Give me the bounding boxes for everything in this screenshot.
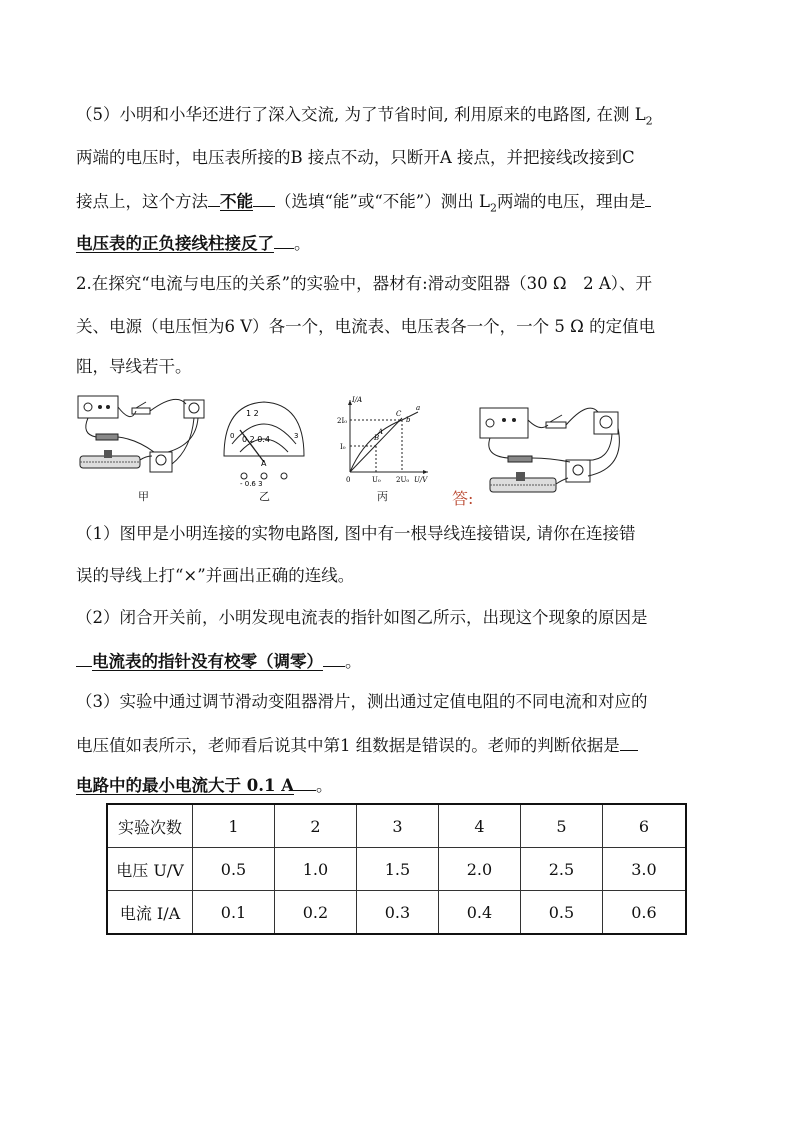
table-cell: 1 bbox=[193, 804, 275, 848]
table-cell: 0.5 bbox=[193, 848, 275, 891]
blank-trail bbox=[253, 188, 275, 207]
table-header-cell: 电流 I/A bbox=[107, 891, 193, 935]
table-cell: 3 bbox=[356, 804, 438, 848]
q2-intro-1: 2.在探究“电流与电压的关系”的实验中，器材有:滑动变阻器（30 Ω 2 A）、开 bbox=[76, 274, 653, 293]
table-cell: 1.5 bbox=[356, 848, 438, 891]
svg-text:A: A bbox=[378, 428, 384, 436]
q2-answer-3: 电路中的最小电流大于 0.1 A bbox=[76, 776, 294, 795]
svg-text:B: B bbox=[374, 434, 380, 442]
circuit-diagram-jia bbox=[76, 394, 211, 494]
fig-caption-yi: 乙 bbox=[259, 490, 270, 503]
q2-p3-line-1: （3）实验中通过调节滑动变阻器滑片，测出通过定值电阻的不同电流和对应的 bbox=[76, 692, 648, 711]
q2-p1-line-1: （1）图甲是小明连接的实物电路图, 图中有一根导线连接错误, 请你在连接错 bbox=[76, 524, 636, 543]
blank-lead bbox=[76, 648, 92, 667]
q5-line-2: 两端的电压时，电压表所接的B 接点不动，只断开A 接点，并把接线改接到C bbox=[76, 148, 635, 167]
svg-text:2I₀: 2I₀ bbox=[337, 417, 348, 425]
svg-text:1 2: 1 2 bbox=[246, 409, 259, 418]
table-cell: 3.0 bbox=[602, 848, 686, 891]
q5-text-3a: 接点上，这个方法 bbox=[76, 192, 208, 211]
table-cell: 2.5 bbox=[520, 848, 602, 891]
q5-sub-2: 2 bbox=[489, 201, 497, 215]
table-cell: 6 bbox=[602, 804, 686, 848]
q2-p3-end: 。 bbox=[316, 776, 333, 795]
figures-row bbox=[76, 394, 726, 506]
answer-circuit-diagram bbox=[476, 398, 632, 504]
table-header-cell: 电压 U/V bbox=[107, 848, 193, 891]
fig-caption-jia: 甲 bbox=[138, 490, 149, 503]
answer-label: 答: bbox=[452, 489, 474, 508]
q2-p2-end: 。 bbox=[345, 652, 362, 671]
table-row-current bbox=[107, 891, 686, 935]
q2-p3-text: 电压值如表所示，老师看后说其中第1 组数据是错误的。老师的判断依据是 bbox=[76, 736, 620, 755]
table-cell: 2 bbox=[274, 804, 356, 848]
svg-text:I/A: I/A bbox=[352, 396, 363, 404]
blank-trail bbox=[274, 230, 294, 249]
svg-text:2U₀: 2U₀ bbox=[396, 476, 410, 484]
table-cell: 0.2 bbox=[274, 891, 356, 935]
q5-text-3b: （选填“能”或“不能”）测出 L bbox=[275, 192, 490, 211]
svg-text:0: 0 bbox=[346, 476, 351, 484]
table-cell: 0.5 bbox=[520, 891, 602, 935]
q2-intro-3: 阻，导线若干。 bbox=[76, 357, 192, 376]
q2-p2-line-1: （2）闭合开关前，小明发现电流表的指针如图乙所示，出现这个现象的原因是 bbox=[76, 608, 648, 627]
table-cell: 4 bbox=[438, 804, 520, 848]
q2-answer-2: 电流表的指针没有校零（调零） bbox=[92, 652, 323, 671]
table-cell: 1.0 bbox=[274, 848, 356, 891]
q5-answer-1: 不能 bbox=[220, 192, 253, 211]
q2-p3-line-3 bbox=[76, 772, 726, 798]
table-cell: 0.4 bbox=[438, 891, 520, 935]
q5-line-3 bbox=[76, 188, 726, 220]
iu-graph-bing bbox=[336, 394, 436, 486]
q5-text-3c: 两端的电压，理由是 bbox=[496, 192, 646, 211]
q5-line-4 bbox=[76, 230, 726, 256]
data-table bbox=[106, 803, 687, 935]
table-cell: 0.6 bbox=[602, 891, 686, 935]
svg-text:- 0.6 3: - 0.6 3 bbox=[240, 480, 263, 488]
svg-text:A: A bbox=[261, 459, 267, 468]
blank-trail bbox=[294, 772, 316, 791]
q5-line-1 bbox=[76, 103, 726, 133]
table-row-trials bbox=[107, 804, 686, 848]
svg-text:U/V: U/V bbox=[414, 476, 428, 484]
table-cell: 2.0 bbox=[438, 848, 520, 891]
blank-trail bbox=[323, 648, 345, 667]
q5-answer-2: 电压表的正负接线柱接反了 bbox=[76, 234, 274, 253]
svg-text:0: 0 bbox=[230, 432, 235, 440]
table-cell: 5 bbox=[520, 804, 602, 848]
q5-text-1: （5）小明和小华还进行了深入交流, 为了节省时间, 利用原来的电路图, 在测 L bbox=[76, 105, 646, 124]
q5-end: 。 bbox=[294, 234, 311, 253]
q5-sub-1: 2 bbox=[645, 114, 653, 128]
q2-intro-2: 关、电源（电压恒为6 V）各一个，电流表、电压表各一个，一个 5 Ω 的定值电 bbox=[76, 317, 656, 336]
ammeter-diagram-yi bbox=[214, 396, 314, 488]
blank-lead bbox=[208, 188, 220, 207]
q2-p3-line-2 bbox=[76, 732, 726, 758]
fig-caption-bing: 丙 bbox=[377, 490, 388, 503]
blank-lead bbox=[620, 732, 638, 751]
svg-text:C: C bbox=[396, 410, 402, 418]
blank-lead bbox=[645, 188, 651, 207]
table-cell: 0.1 bbox=[193, 891, 275, 935]
svg-text:b: b bbox=[406, 416, 411, 424]
q2-p2-line-2 bbox=[76, 648, 726, 674]
q2-p1-line-2: 误的导线上打“×”并画出正确的连线。 bbox=[76, 566, 355, 585]
svg-text:3: 3 bbox=[294, 432, 299, 440]
svg-text:U₀: U₀ bbox=[372, 476, 381, 484]
table-cell: 0.3 bbox=[356, 891, 438, 935]
svg-text:I₀: I₀ bbox=[340, 443, 346, 451]
table-header-cell: 实验次数 bbox=[107, 804, 193, 848]
table-row-voltage bbox=[107, 848, 686, 891]
svg-text:a: a bbox=[416, 404, 421, 412]
svg-text:0.2 0.4: 0.2 0.4 bbox=[242, 435, 270, 444]
